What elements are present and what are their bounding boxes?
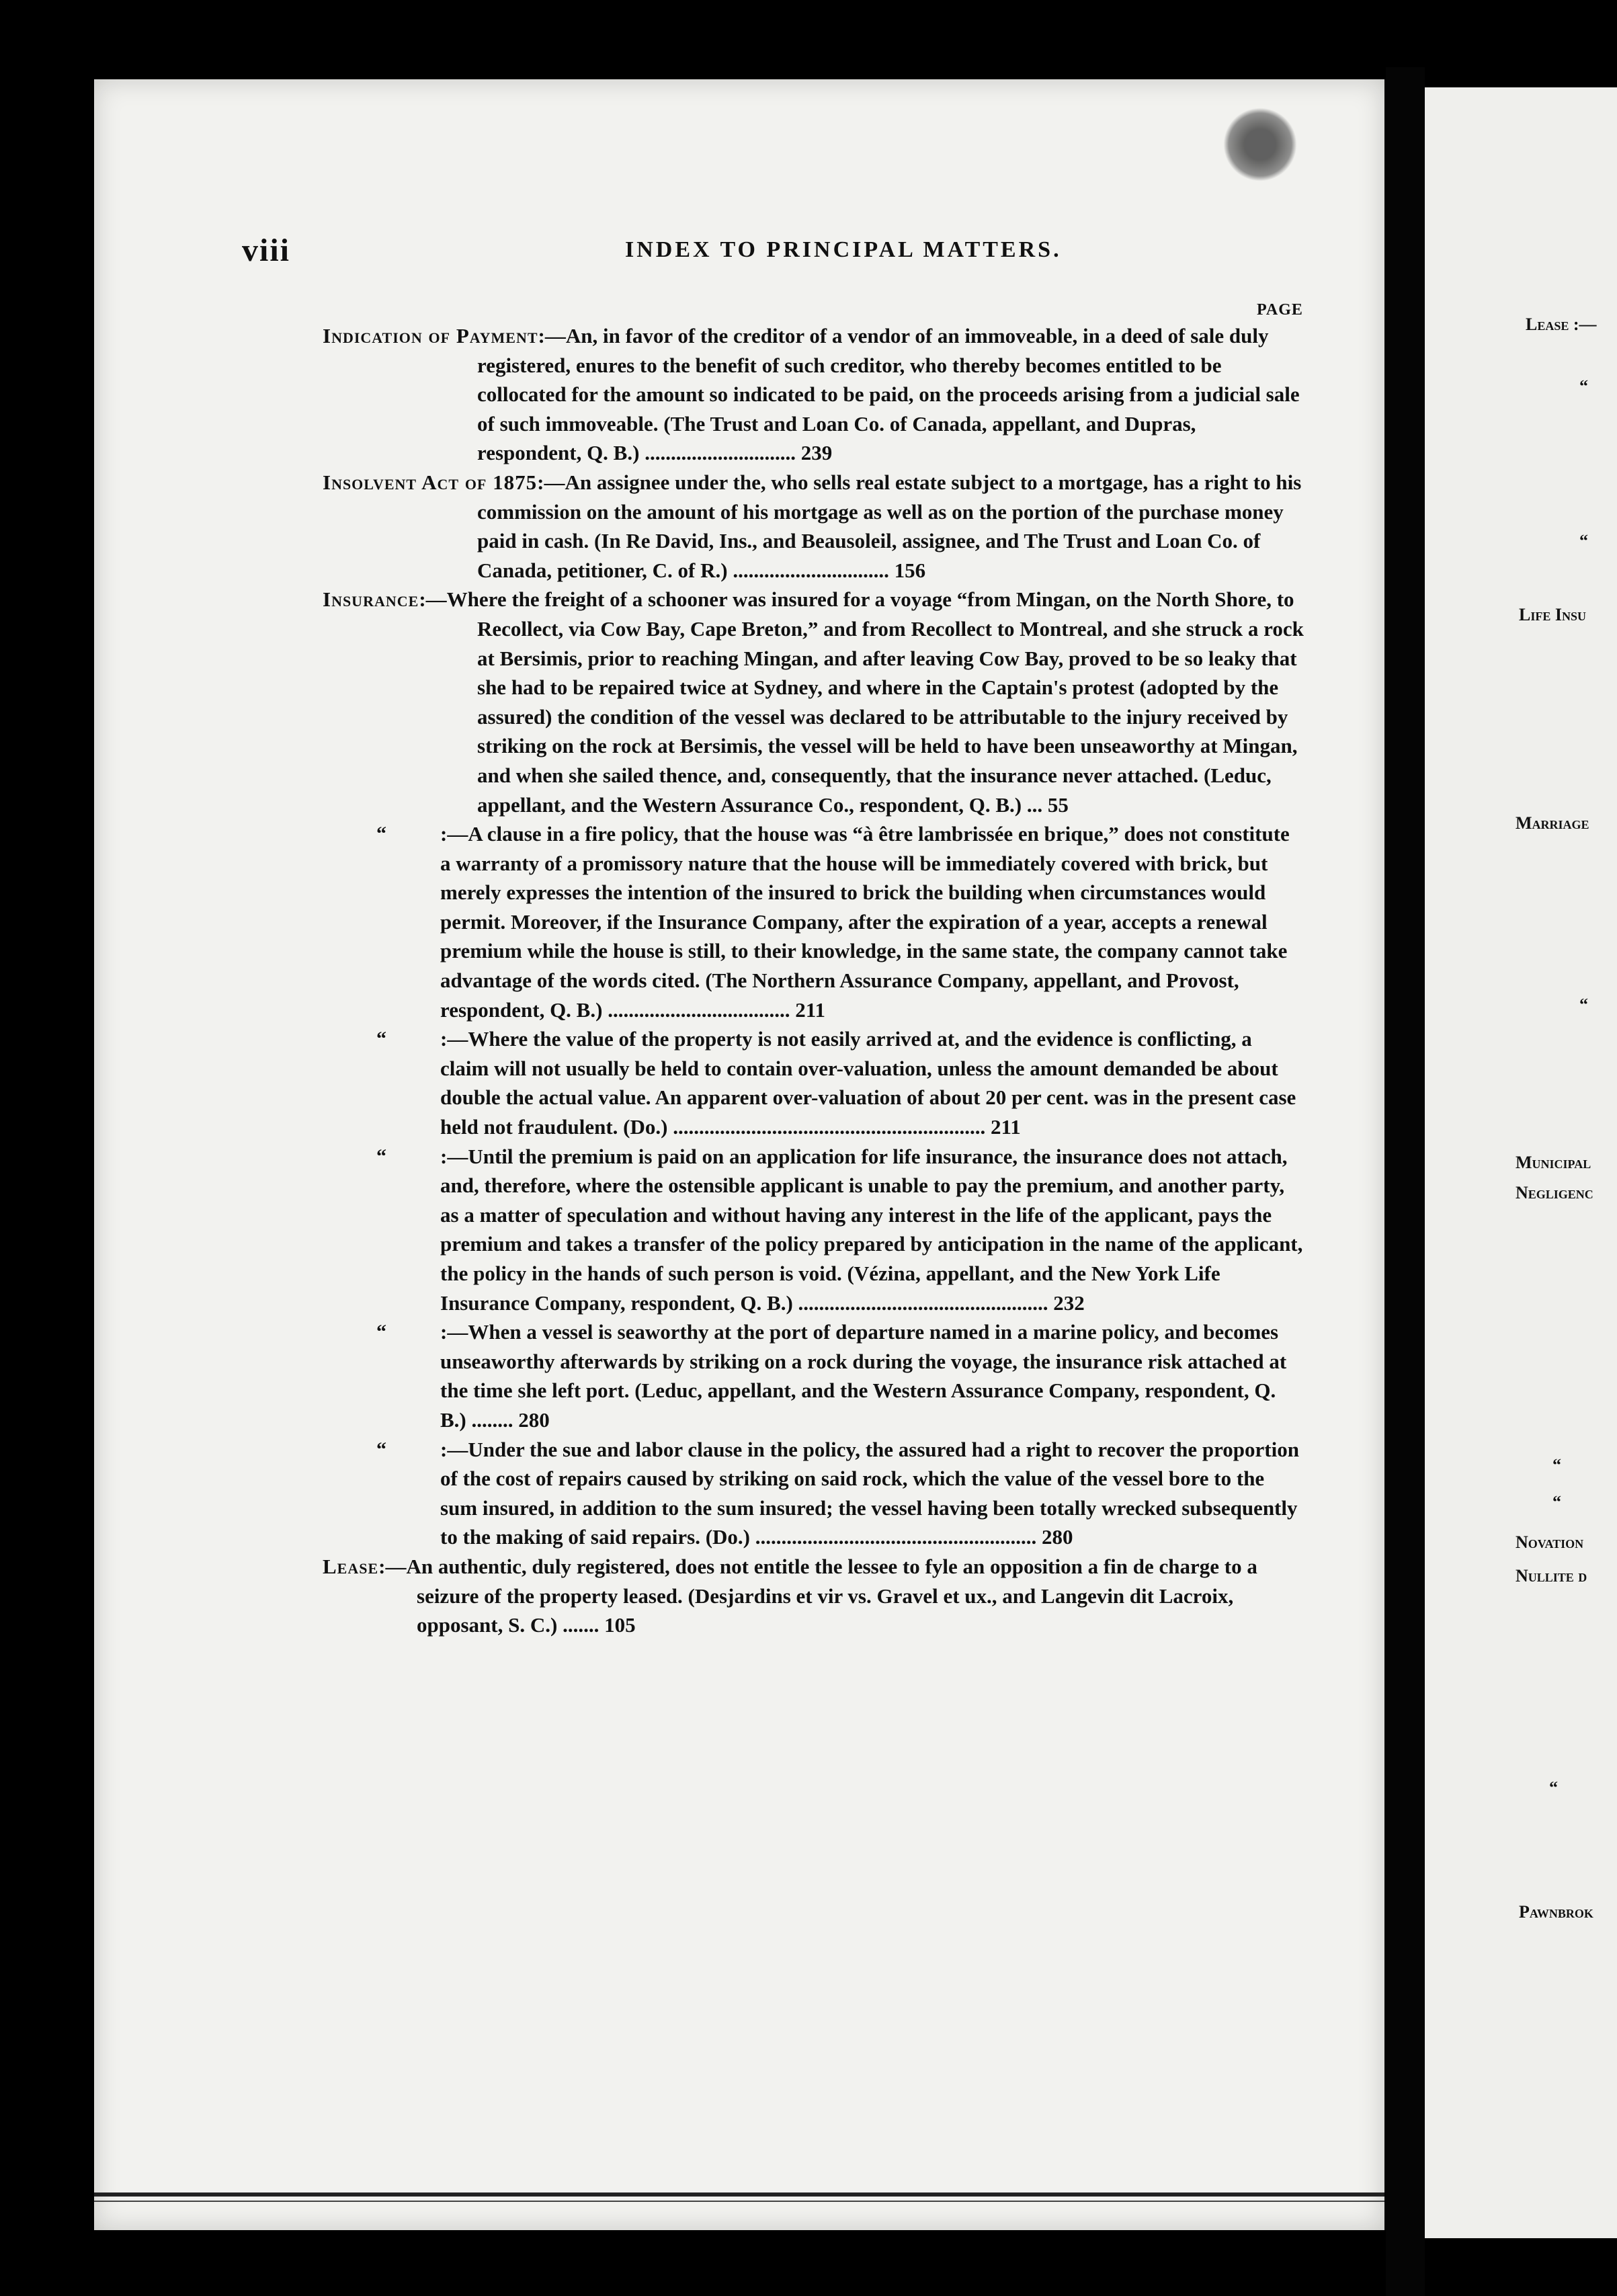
sub-entry — [323, 819, 1317, 1024]
bottom-rule — [94, 2192, 1384, 2197]
sub-entry — [323, 1024, 1317, 1141]
entry-text: :—An, in favor of the creditor of a vendor of an immoveable, in a deed of sale duly registered, enures to the benefit of such creditor, who thereby becomes entitled to be collocated for the amount so indicated to be paid, on the proceeds arising from a judicial sale of such immoveable. (The Trust and Loan Co. of Canada, appellant, and Dupras, respondent, Q. B.) — [477, 324, 1300, 465]
entry-page-ref: 280 — [518, 1407, 550, 1432]
right-label: Novation — [1516, 1532, 1584, 1552]
right-label: “ — [1579, 531, 1588, 550]
entry-page-ref: 55 — [1047, 792, 1069, 817]
leader-dots: ............................. — [645, 441, 801, 465]
ditto-mark: “ — [376, 823, 386, 846]
right-label: Nullite d — [1516, 1566, 1587, 1586]
leader-dots: ....... — [563, 1613, 605, 1637]
index-entry — [323, 1552, 1317, 1640]
right-label: Negligenc — [1516, 1183, 1593, 1202]
right-label: “ — [1579, 376, 1588, 396]
index-entry — [323, 468, 1317, 585]
right-label: “ — [1549, 1778, 1558, 1797]
right-label: Lease :— — [1526, 315, 1597, 334]
entry-text: :—An authentic, duly registered, does not entitle the lessee to fyle an opposition a fin de charge to a seizure of the property leased. (Desjardins et vir vs. Gravel et ux., and Langevin dit Lacroix, opposant, S. C.) — [378, 1554, 1257, 1637]
sub-entry — [323, 1317, 1317, 1434]
book-gutter — [1386, 67, 1425, 2296]
entry-text: :—Under the sue and labor clause in the policy, the assured had a right to recover the proportion of the cost of repairs caused by striking on said rock, which the value of the vessel bore to the sum insured, in addition to the sum insured; the vessel having been totally wrecked subsequently to the making of said repairs. (Do.) — [440, 1437, 1299, 1549]
index-entry — [323, 321, 1317, 468]
right-label: “ — [1579, 995, 1588, 1014]
page-number: viii — [242, 233, 291, 268]
ditto-mark: “ — [376, 1438, 386, 1461]
bottom-rule-thin — [94, 2201, 1384, 2202]
running-title: INDEX TO PRINCIPAL MATTERS. — [625, 237, 1062, 262]
right-label: “ — [1552, 1492, 1561, 1512]
entry-text: :—Until the premium is paid on an application for life insurance, the insurance does not attach, and, therefore, where the ostensible applicant is unable to pay the premium, and another party, as a matter of speculation and without having any interest in the life of the applicant, pays the premium and takes a transfer of the policy prepared by anticipation in the name of the applicant, the policy in the hands of such person is void. (Vézina, appellant, and the New York Life Insurance Company, respondent, Q. B.) — [440, 1144, 1303, 1315]
sub-entry — [323, 1435, 1317, 1552]
entry-page-ref: 239 — [800, 441, 833, 465]
right-label: Pawnbrok — [1519, 1902, 1593, 1922]
entry-text: :—When a vessel is seaworthy at the port of departure named in a marine policy, and becomes unseaworthy afterwards by striking on a rock during the voyage, the insurance risk attached at the time she left port. (Leduc, appellant, and the Western Assurance Company, respondent, Q. B.) — [440, 1320, 1287, 1432]
leader-dots: ... — [1026, 792, 1048, 817]
entry-text: :—An assignee under the, who sells real estate subject to a mortgage, has a right to his commission on the amount of his mortgage as well as on the portion of the purchase money paid in cash. (In Re David, Ins., and Beausoleil, assignee, and The Trust and Loan Co. of Canada, petitioner, C. of R.) — [477, 470, 1302, 582]
right-label: Life Insu — [1519, 605, 1586, 624]
entry-text: :—Where the value of the property is not easily arrived at, and the evidence is conflicting, a claim will not usually be held to contain over-valuation, unless the amount demanded be about double the actual value. An apparent over-valuation of about 20 per cent. was in the present case held not fraudulent. (Do.) — [440, 1027, 1296, 1139]
index-entry — [323, 585, 1317, 819]
page-header — [242, 232, 1317, 272]
right-label: Municipal — [1516, 1153, 1591, 1172]
entry-page-ref: 280 — [1041, 1525, 1073, 1549]
leader-dots: ................................... — [602, 997, 796, 1022]
entry-text: :—A clause in a fire policy, that the house was “à être lambrissée en brique,” does not constitute a warranty of a promissory nature that the house will be immediately covered with brick, but merely expresses the intention of the insured to brick the building when circumstances would permit. Moreover, if the Insurance Company, after the expiration of a year, accepts a renewal premium while the house is still, to their knowledge, in the same state, the company cannot take advantage of the words cited. (The Northern Assurance Company, appellant, and Provost, respondent, Q. B.) — [440, 822, 1290, 1022]
leader-dots: ...................................................... — [749, 1525, 1042, 1549]
entry-page-ref: 211 — [795, 997, 825, 1022]
ink-blot — [1223, 108, 1297, 181]
leader-dots: ................................................ — [792, 1290, 1054, 1315]
entry-heading: Insolvent Act of 1875 — [323, 470, 538, 494]
entry-heading: Indication of Payment — [323, 324, 538, 347]
page-column-label: PAGE — [1257, 301, 1303, 319]
right-label: “ — [1552, 1455, 1561, 1475]
leader-dots: ........ — [466, 1407, 519, 1432]
sub-entry — [323, 1142, 1317, 1318]
entry-heading: Insurance — [323, 587, 419, 612]
index-entries — [323, 321, 1317, 1640]
leader-dots: ............................................................ — [667, 1115, 991, 1139]
entry-page-ref: 211 — [990, 1115, 1021, 1139]
ditto-mark: “ — [376, 1028, 386, 1051]
entry-page-ref: 156 — [894, 558, 926, 582]
entry-page-ref: 105 — [604, 1613, 636, 1637]
ditto-mark: “ — [376, 1321, 386, 1344]
entry-page-ref: 232 — [1053, 1290, 1085, 1315]
entry-heading: Lease — [323, 1554, 379, 1578]
right-label: Marriage — [1516, 813, 1589, 833]
entry-text: :—Where the freight of a schooner was insured for a voyage “from Mingan, on the North Shore, to Recollect, via Cow Bay, Cape Breton,” and from Recollect to Montreal, and she struck a rock at Bersimis, prior to reaching Mingan, and after leaving Cow Bay, proved to be so leaky that she had to be repaired twice at Sydney, and where in the Captain's protest (adopted by the assured) the condition of the vessel was declared to be attributable to the injury received by striking on the rock at Bersimis, the vessel will be held to have been unseaworthy at Mingan, and when she sailed thence, and, consequently, that the insurance never attached. (Leduc, appellant, and the Western Assurance Co., respondent, Q. B.) — [419, 587, 1304, 817]
ditto-mark: “ — [376, 1145, 386, 1167]
leader-dots: .............................. — [733, 558, 895, 582]
